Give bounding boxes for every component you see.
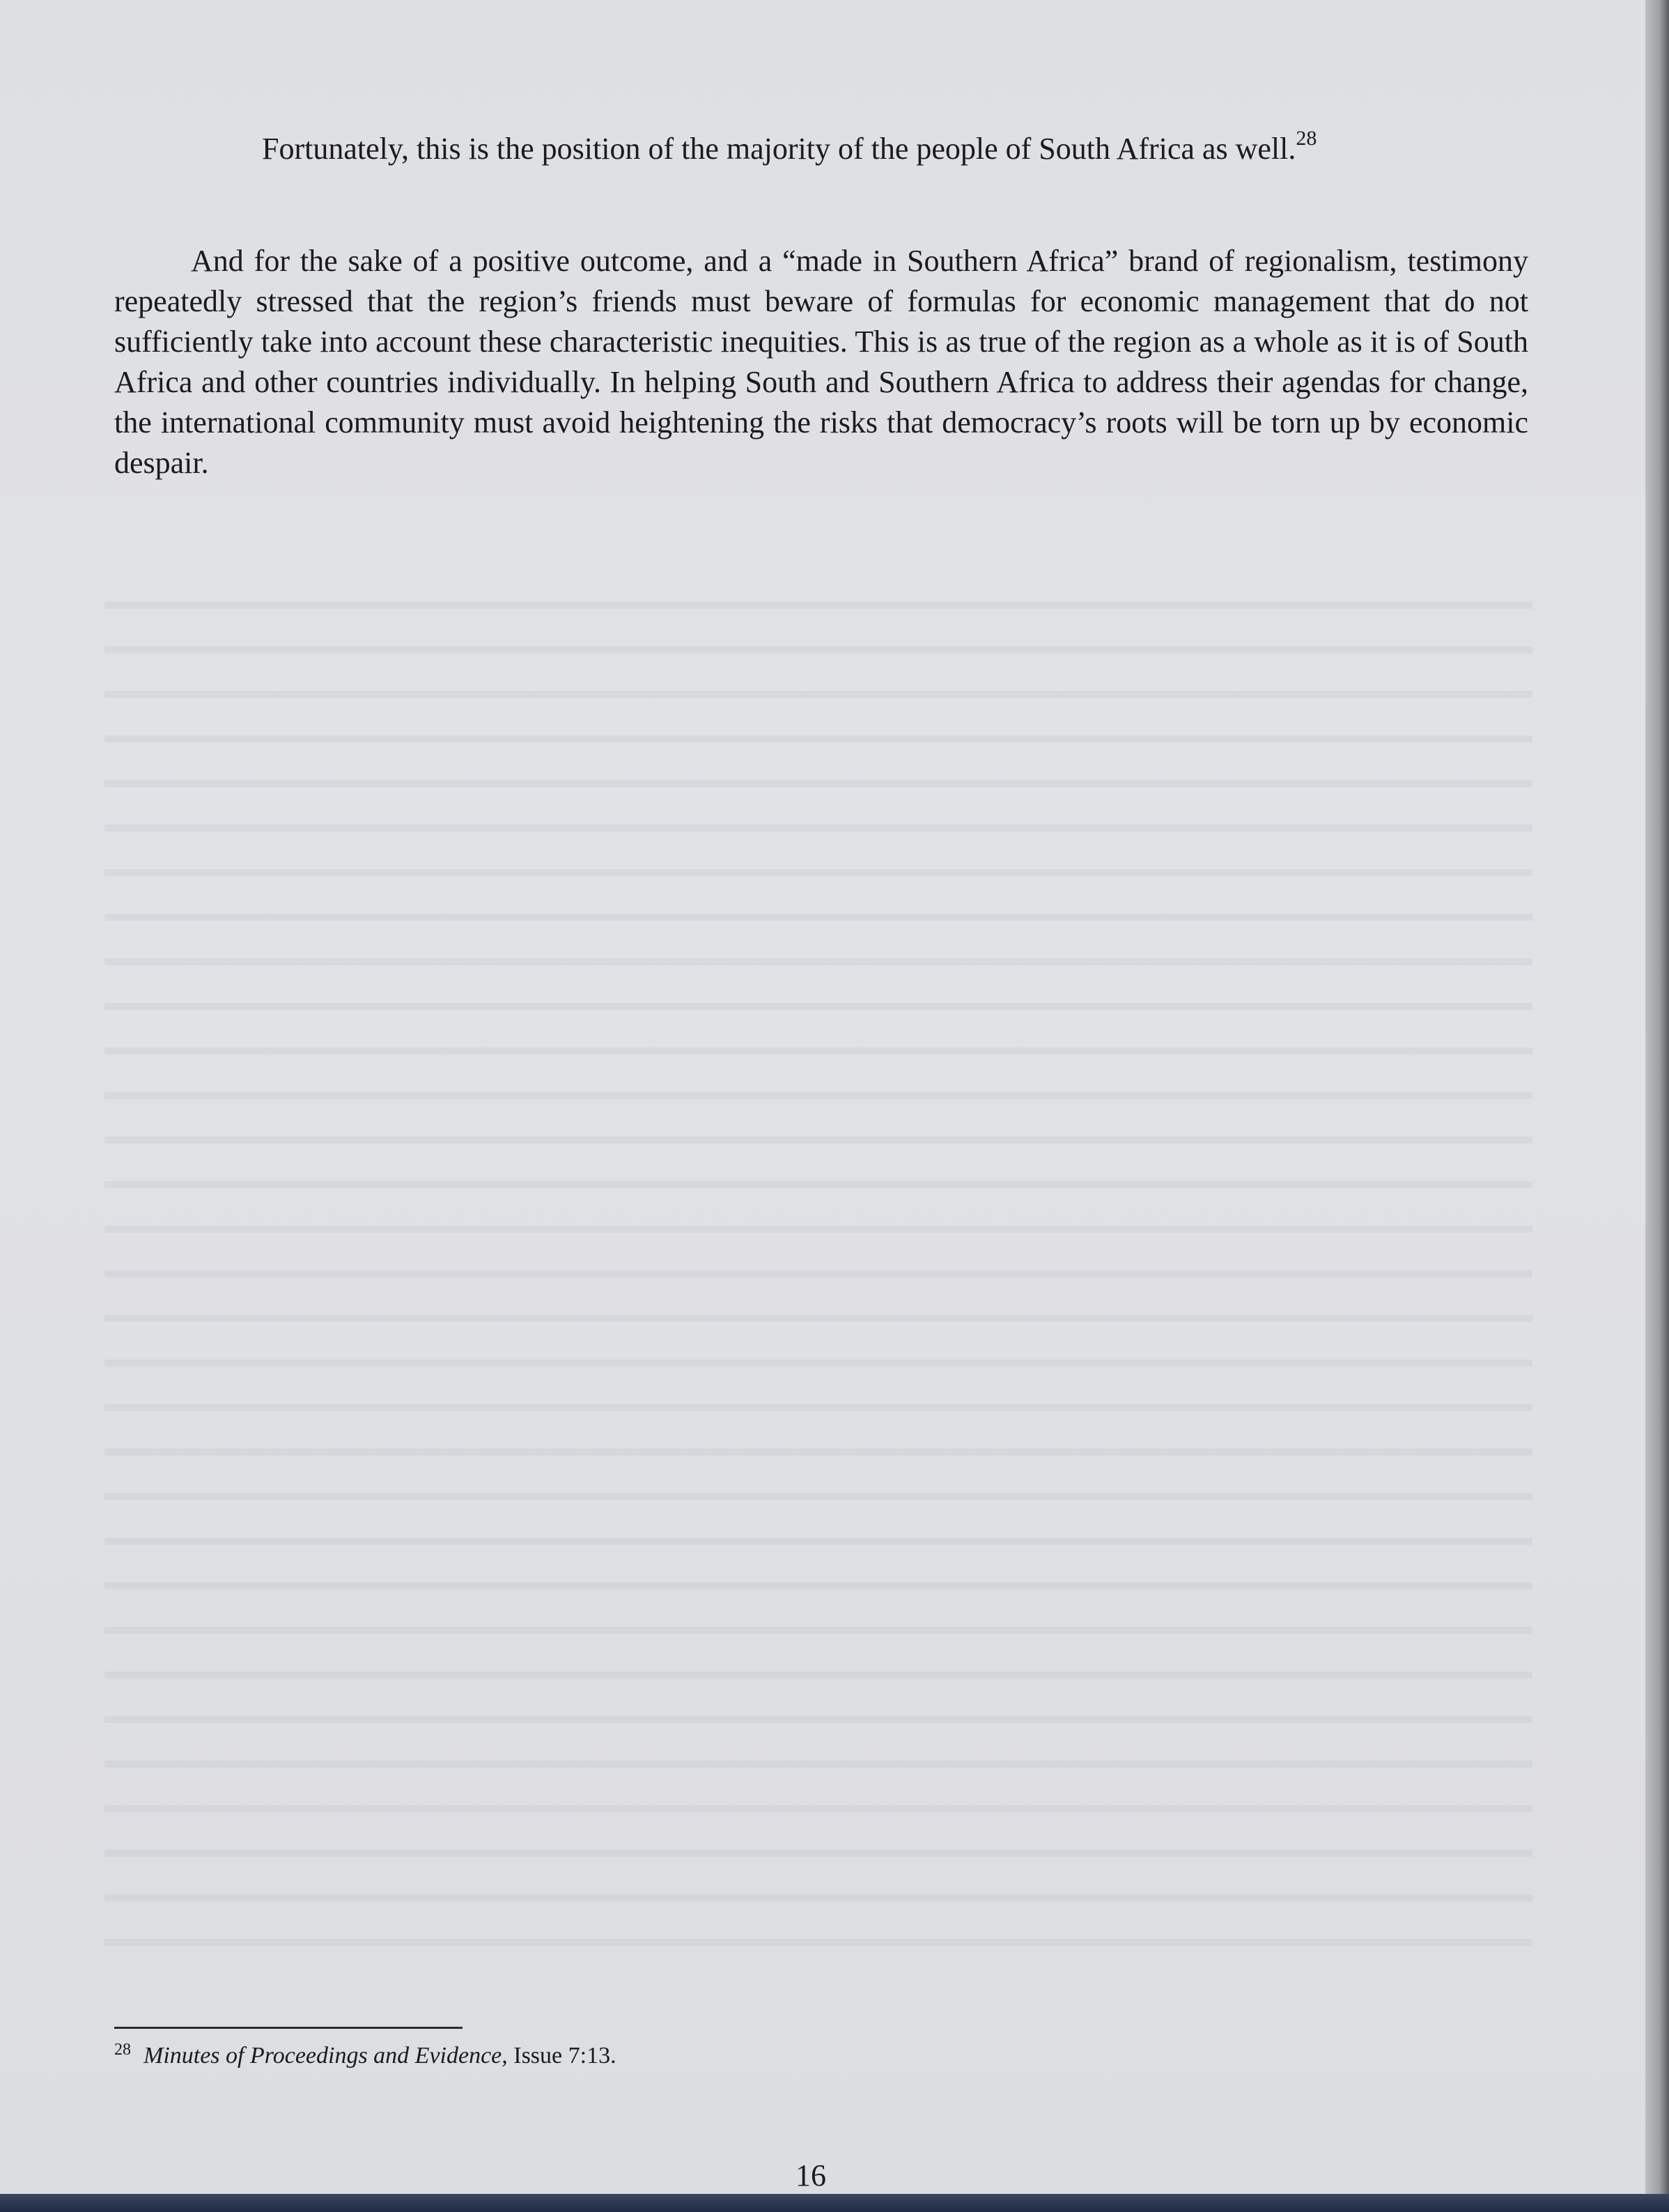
quotation-text: Fortunately, this is the position of the majority of the people of South Africa as well. [262, 132, 1296, 166]
footnote-divider [114, 2027, 463, 2029]
quotation-end [262, 127, 1404, 169]
body-paragraph: And for the sake of a positive outcome, and a “made in Southern Africa” brand of regionalism, testimony repeatedly stressed that the region’s friends must beware of formulas for economic management that do not sufficiently take into account these characteristic inequities. This is as true of the region as a whole as it is of South Africa and other countries individually. In helping South and Southern Africa to address their agendas for change, the international community must avoid heightening the risks that democracy’s roots will be torn up by economic despair. [114, 244, 1528, 480]
scanner-bed-edge [0, 2194, 1669, 2212]
show-through-texture [104, 578, 1532, 1971]
footnote-number: 28 [114, 2041, 131, 2059]
page-edge [1645, 0, 1669, 2212]
page-number: 16 [795, 2158, 826, 2192]
footnote [114, 2041, 616, 2073]
footnote-title: Minutes of Proceedings and Evidence, [143, 2043, 508, 2069]
footnote-detail: Issue 7:13. [513, 2043, 616, 2069]
footnote-reference: 28 [1296, 127, 1317, 150]
